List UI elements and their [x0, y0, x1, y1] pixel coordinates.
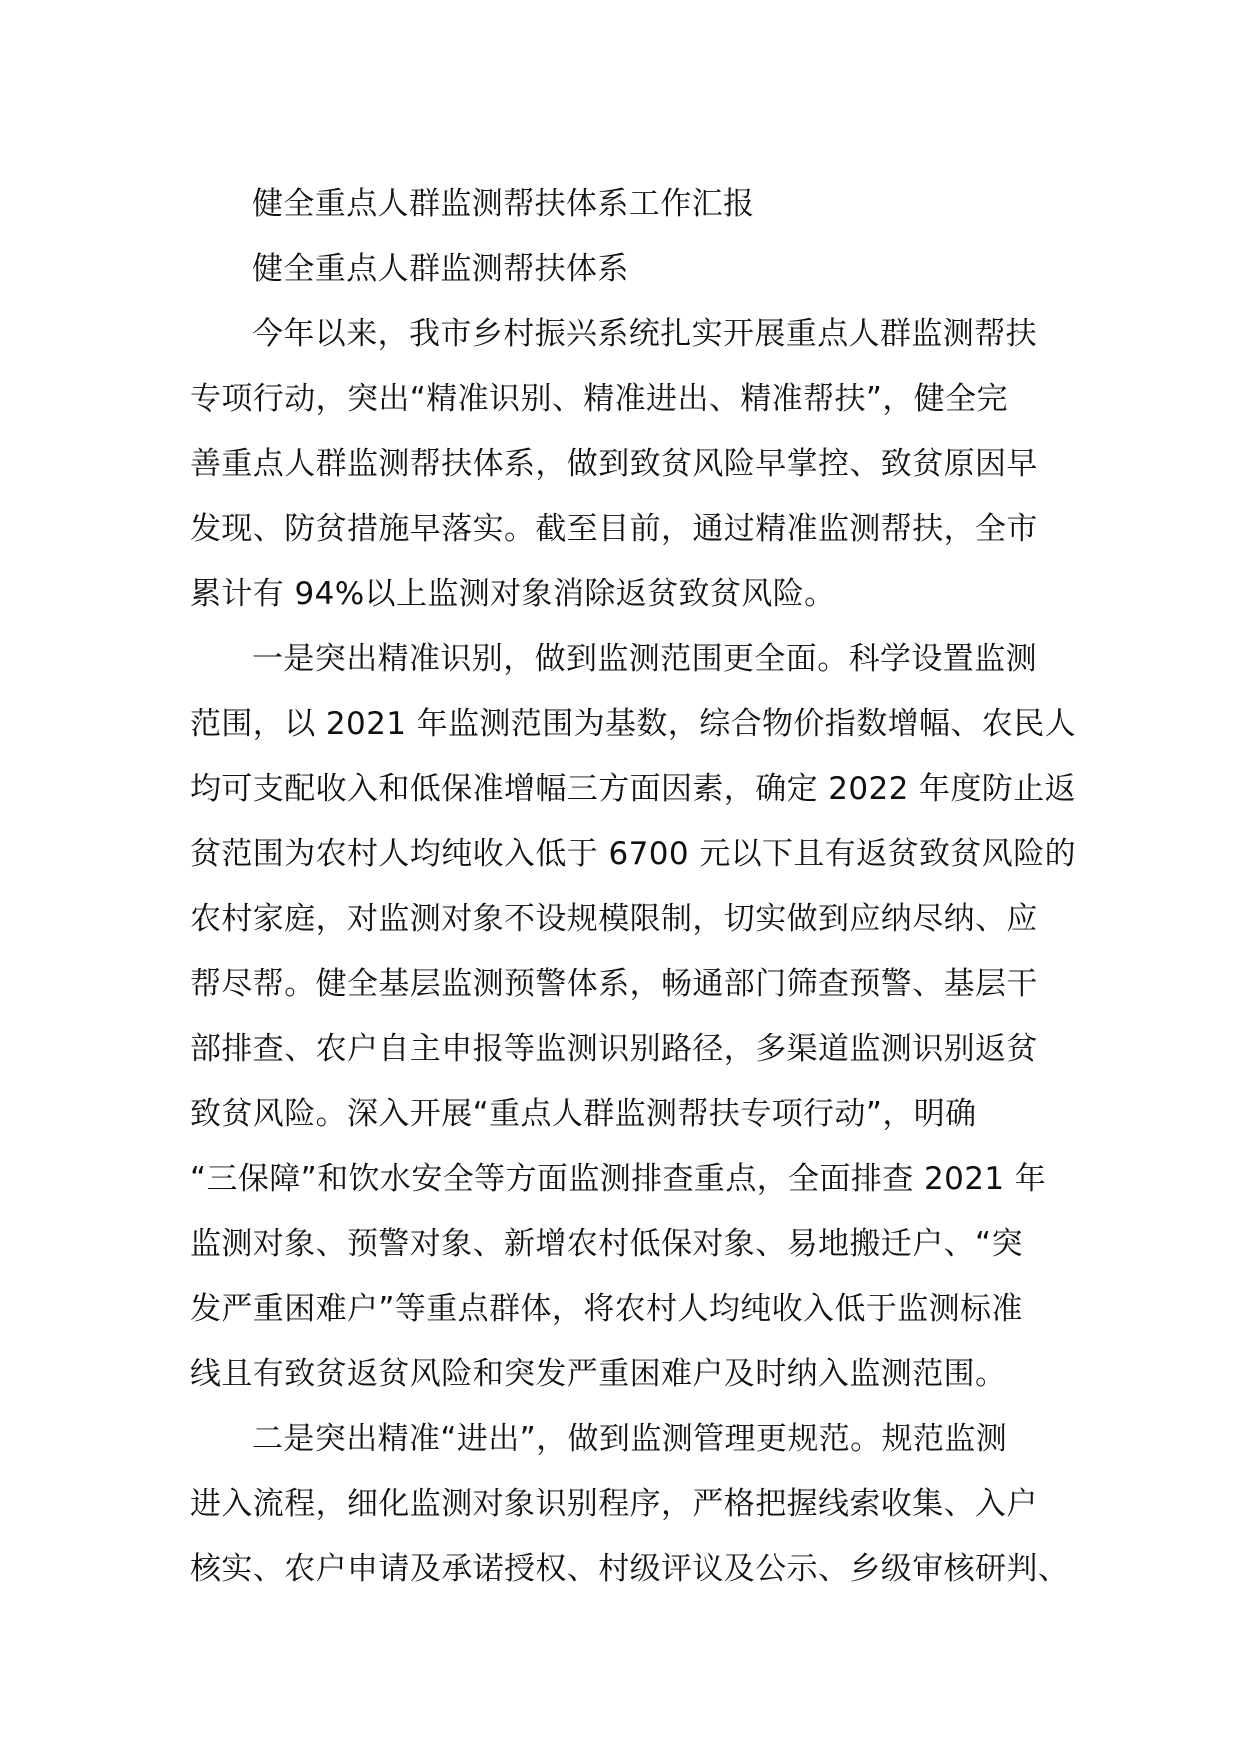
paragraph-line: 范围，以 2021 年监测范围为基数，综合物价指数增幅、农民人: [190, 706, 1076, 742]
paragraph-line: 核实、农户申请及承诺授权、村级评议及公示、乡级审核研判、: [190, 1551, 1070, 1587]
paragraph-line: 发现、防贫措施早落实。截至目前，通过精准监测帮扶，全市: [190, 511, 1038, 547]
paragraph-3: [190, 1407, 1070, 1602]
paragraph-line: 进入流程，细化监测对象识别程序，严格把握线索收集、入户: [190, 1486, 1038, 1522]
paragraph-line: 专项行动，突出“精准识别、精准进出、精准帮扶”，健全完: [190, 381, 1008, 417]
paragraph-2: [190, 627, 1076, 1407]
document-body: [190, 172, 1076, 1602]
paragraph-line: 监测对象、预警对象、新增农村低保对象、易地搬迁户、“突: [190, 1226, 1023, 1262]
document-subtitle: 健全重点人群监测帮扶体系: [252, 251, 629, 287]
paragraph-line: 线且有致贫返贫风险和突发严重困难户及时纳入监测范围。: [190, 1356, 1007, 1392]
paragraph-line: 均可支配收入和低保准增幅三方面因素，确定 2022 年度防止返: [190, 771, 1076, 807]
paragraph-line: 累计有 94%以上监测对象消除返贫致贫风险。: [190, 576, 836, 612]
paragraph-line: 一是突出精准识别，做到监测范围更全面。科学设置监测: [252, 641, 1037, 677]
paragraph-1: [190, 302, 1060, 627]
paragraph-line: 贫范围为农村人均纯收入低于 6700 元以下且有返贫致贫风险的: [190, 836, 1076, 872]
paragraph-line: 致贫风险。深入开展“重点人群监测帮扶专项行动”，明确: [190, 1096, 977, 1132]
paragraph-line: “三保障”和饮水安全等方面监测排查重点，全面排查 2021 年: [190, 1161, 1047, 1197]
paragraph-line: 部排查、农户自主申报等监测识别路径，多渠道监测识别返贫: [190, 1031, 1038, 1067]
paragraph-line: 帮尽帮。健全基层监测预警体系，畅通部门筛查预警、基层干: [190, 966, 1038, 1002]
document-title: 健全重点人群监测帮扶体系工作汇报: [252, 186, 755, 222]
paragraph-line: 善重点人群监测帮扶体系，做到致贫风险早掌控、致贫原因早: [190, 446, 1038, 482]
paragraph-line: 发严重困难户”等重点群体，将农村人均纯收入低于监测标准: [190, 1291, 1023, 1327]
paragraph-line: 农村家庭，对监测对象不设规模限制，切实做到应纳尽纳、应: [190, 901, 1038, 937]
paragraph-line: 二是突出精准“进出”，做到监测管理更规范。规范监测: [252, 1421, 1008, 1457]
paragraph-line: 今年以来，我市乡村振兴系统扎实开展重点人群监测帮扶: [252, 316, 1037, 352]
